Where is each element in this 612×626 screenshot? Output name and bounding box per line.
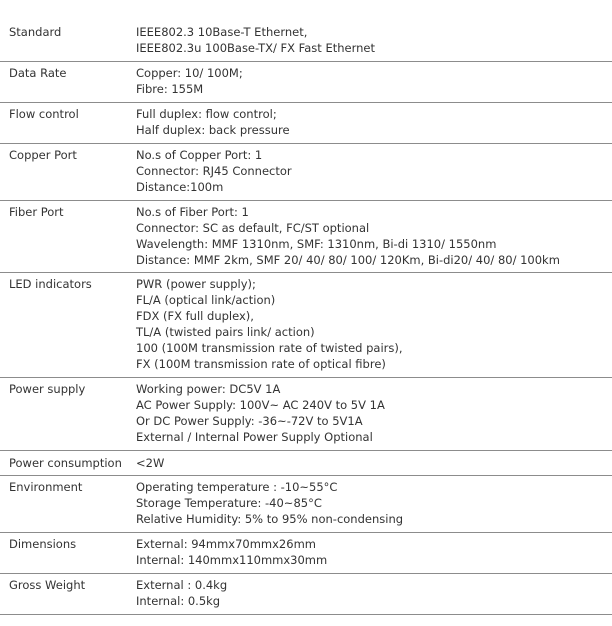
spec-row-power-supply (0, 378, 612, 451)
spec-row-environment (0, 476, 612, 533)
spec-value (136, 536, 327, 568)
spec-line: 100 (100M transmission rate of twisted pairs), (136, 341, 403, 355)
spec-line: Distance: MMF 2km, SMF 20/ 40/ 80/ 100/ 120Km, Bi-di20/ 40/ 80/ 100km (136, 253, 560, 267)
spec-line: Connector: SC as default, FC/ST optional (136, 221, 370, 235)
spec-line: Working power: DC5V 1A (136, 382, 281, 396)
spec-row-led-indicators (0, 273, 612, 378)
spec-value (136, 577, 227, 609)
spec-line: FDX (FX full duplex), (136, 309, 254, 323)
spec-value (136, 204, 560, 268)
spec-line: Relative Humidity: 5% to 95% non-condensing (136, 512, 404, 526)
spec-value (136, 106, 290, 138)
spec-label: Flow control (9, 107, 79, 121)
spec-line: IEEE802.3 10Base-T Ethernet, (136, 25, 308, 39)
spec-line: Internal: 0.5kg (136, 594, 221, 608)
spec-row-fiber-port (0, 201, 612, 273)
spec-line: Fibre: 155M (136, 82, 204, 96)
spec-row-flow-control (0, 103, 612, 144)
spec-line: Operating temperature : -10~55°C (136, 480, 338, 494)
spec-label: Power consumption (9, 456, 122, 470)
spec-line: Copper: 10/ 100M; (136, 66, 243, 80)
spec-value (136, 24, 375, 56)
spec-line: Internal: 140mmx110mmx30mm (136, 553, 328, 567)
spec-line: PWR (power supply); (136, 277, 256, 291)
spec-value (136, 455, 164, 471)
spec-label: Copper Port (9, 148, 77, 162)
spec-line: Half duplex: back pressure (136, 123, 290, 137)
spec-line: <2W (136, 456, 165, 470)
spec-line: No.s of Fiber Port: 1 (136, 205, 249, 219)
spec-label: Environment (9, 480, 83, 494)
spec-line: Storage Temperature: -40~85°C (136, 496, 322, 510)
spec-label: Data Rate (9, 66, 67, 80)
spec-line: External : 0.4kg (136, 578, 228, 592)
spec-row-copper-port (0, 144, 612, 201)
spec-label: Dimensions (9, 537, 77, 551)
spec-line: External: 94mmx70mmx26mm (136, 537, 316, 551)
spec-label: LED indicators (9, 277, 92, 291)
spec-line: Wavelength: MMF 1310nm, SMF: 1310nm, Bi-di 1310/ 1550nm (136, 237, 497, 251)
spec-line: Full duplex: flow control; (136, 107, 277, 121)
spec-row-dimensions (0, 533, 612, 574)
spec-value (136, 381, 385, 445)
spec-row-standard (0, 18, 612, 62)
spec-line: External / Internal Power Supply Optional (136, 430, 373, 444)
spec-line: Distance:100m (136, 180, 224, 194)
spec-label: Gross Weight (9, 578, 86, 592)
spec-line: Connector: RJ45 Connector (136, 164, 292, 178)
spec-line: AC Power Supply: 100V~ AC 240V to 5V 1A (136, 398, 385, 412)
spec-value (136, 147, 292, 195)
spec-label: Standard (9, 25, 62, 39)
spec-label: Fiber Port (9, 205, 64, 219)
spec-line: No.s of Copper Port: 1 (136, 148, 263, 162)
spec-line: FL/A (optical link/action) (136, 293, 276, 307)
spec-value (136, 276, 403, 372)
spec-value (136, 65, 243, 97)
spec-label: Power supply (9, 382, 86, 396)
spec-row-power-consumption (0, 451, 612, 476)
spec-line: Or DC Power Supply: -36~-72V to 5V1A (136, 414, 363, 428)
spec-value (136, 479, 403, 527)
spec-line: IEEE802.3u 100Base-TX/ FX Fast Ethernet (136, 41, 375, 55)
spec-line: TL/A (twisted pairs link/ action) (136, 325, 315, 339)
spec-row-data-rate (0, 62, 612, 103)
spec-row-gross-weight (0, 574, 612, 615)
spec-line: FX (100M transmission rate of optical fibre) (136, 357, 386, 371)
